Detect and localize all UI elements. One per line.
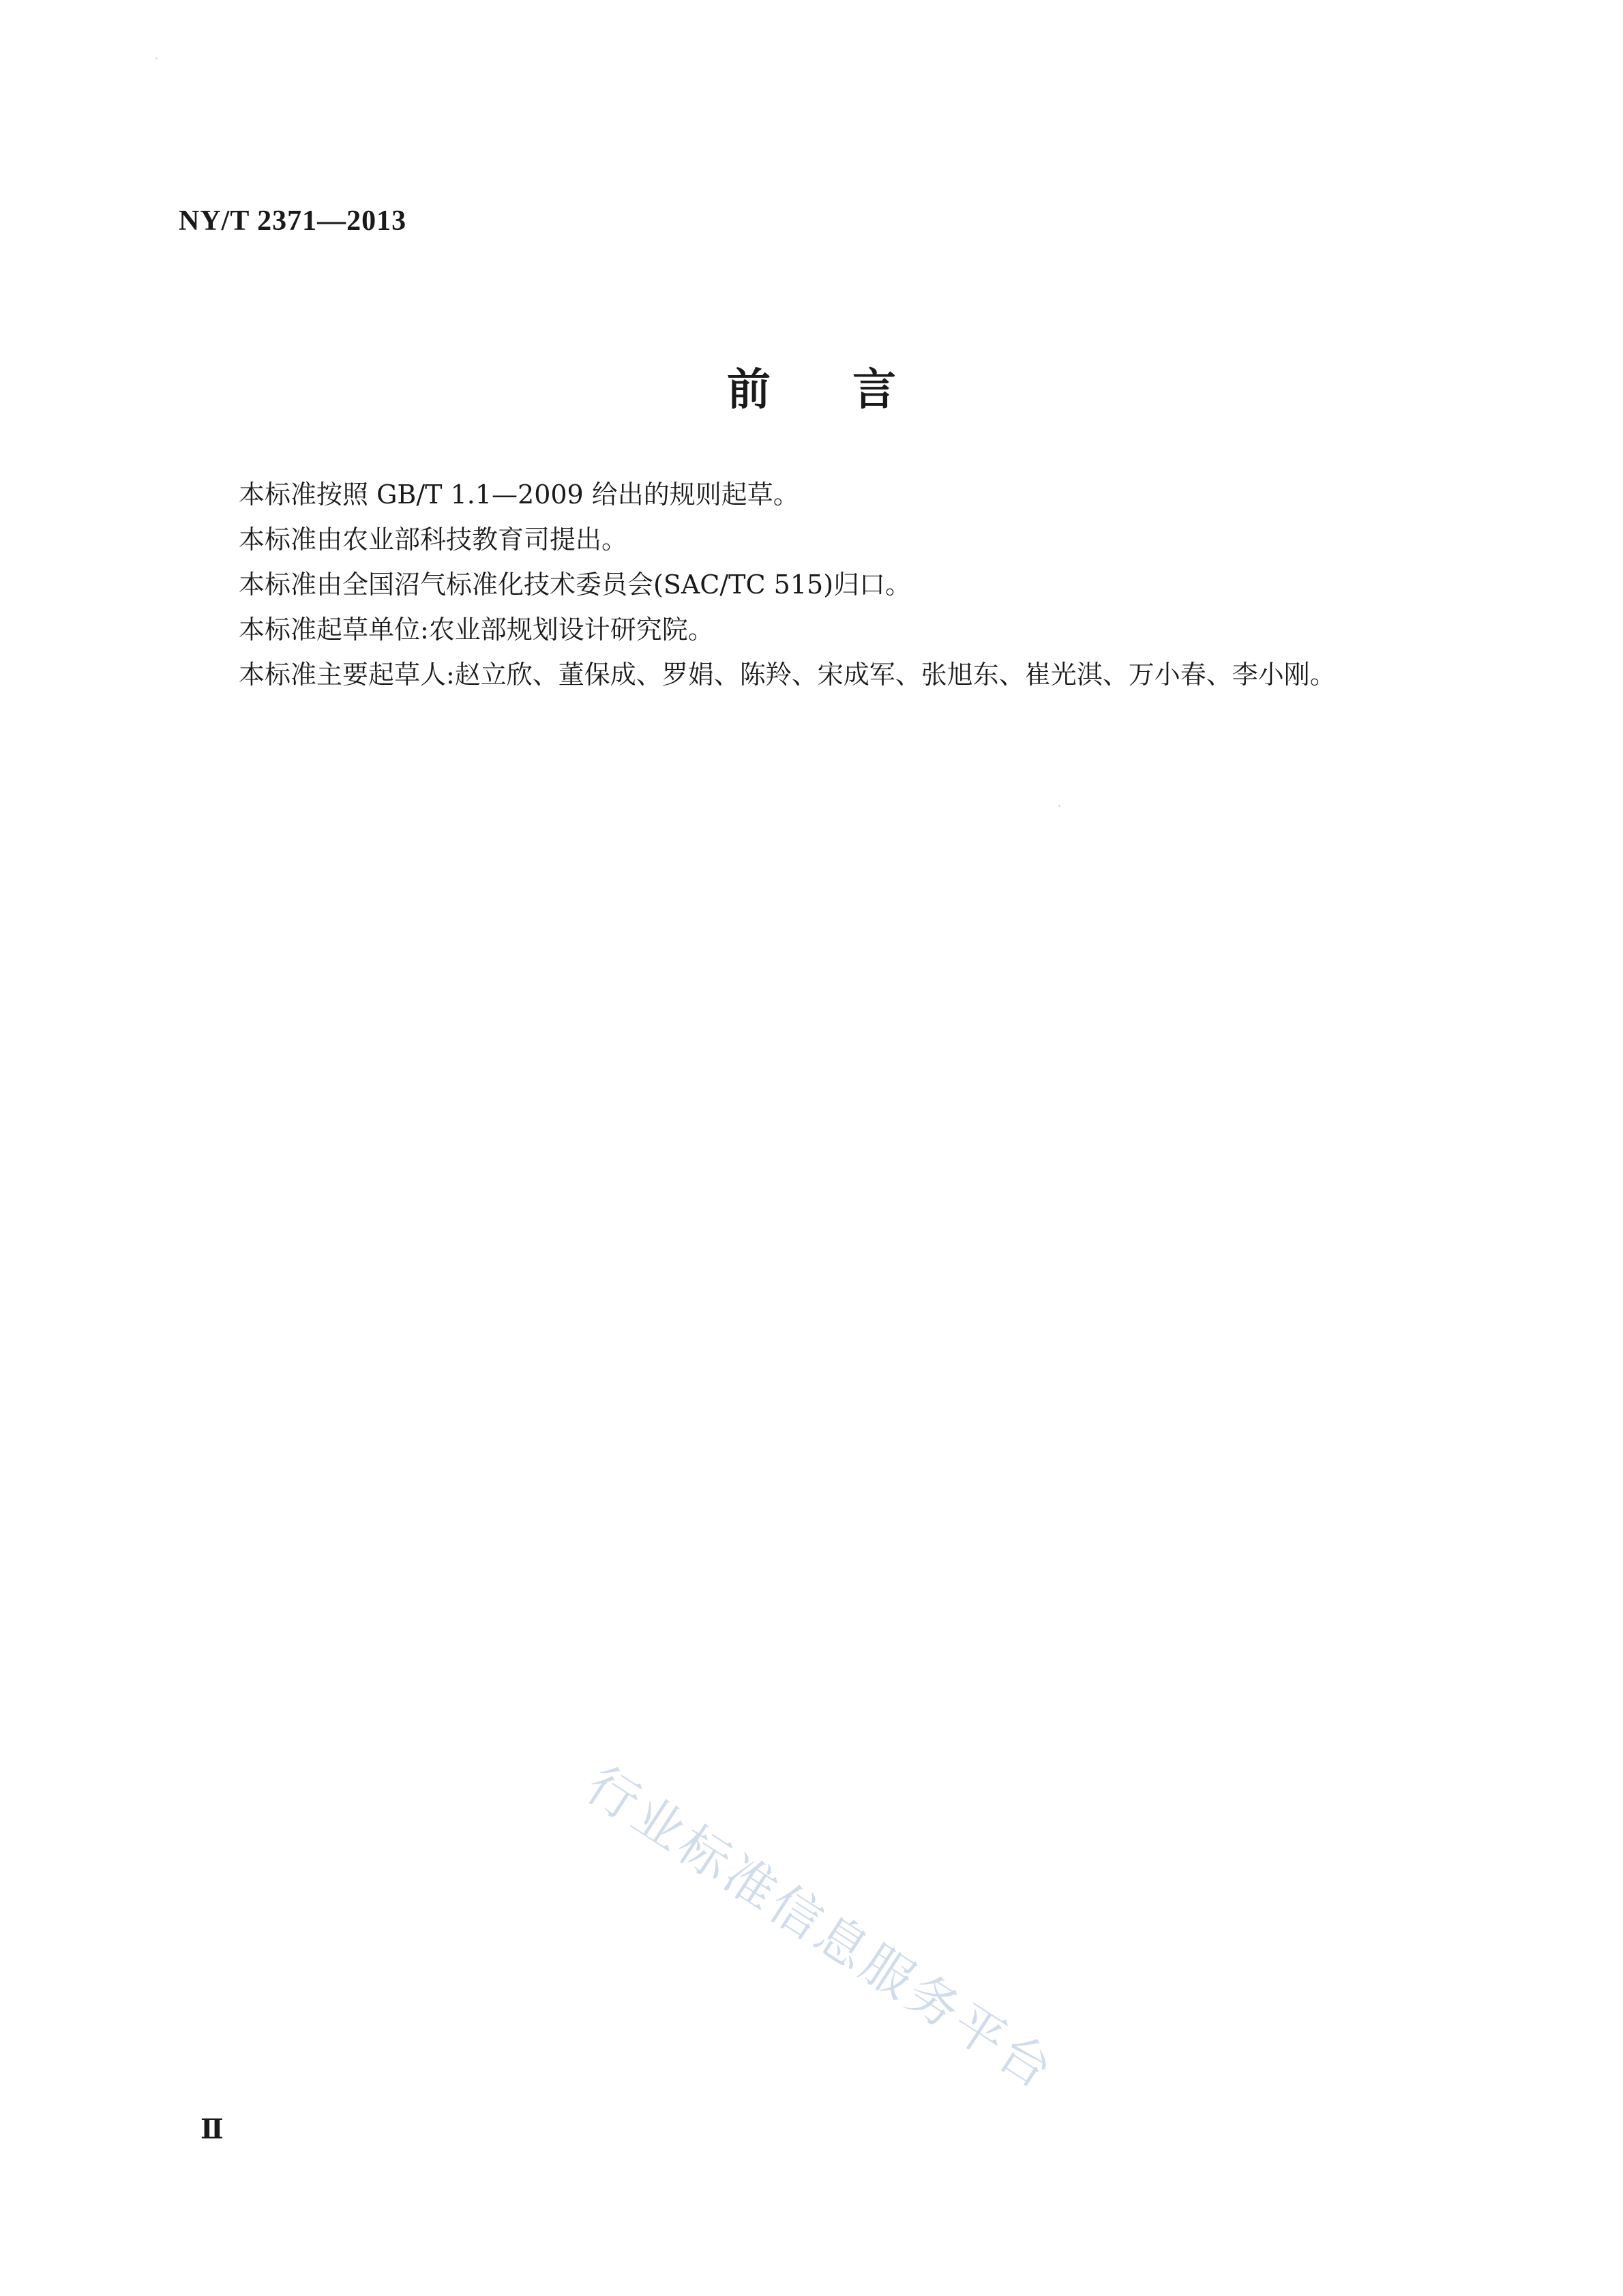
foreword-title: 前言 bbox=[727, 365, 978, 415]
paragraph-proposer: 本标准由农业部科技教育司提出。 bbox=[239, 525, 628, 555]
paragraph-drafters: 本标准主要起草人:赵立欣、董保成、罗娟、陈羚、宋成军、张旭东、崔光淇、万小春、李小刚。 bbox=[239, 660, 1336, 690]
paragraph-committee: 本标准由全国沼气标准化技术委员会(SAC/TC 515)归口。 bbox=[239, 570, 912, 600]
paragraph-drafting-rules: 本标准按照 GB/T 1.1—2009 给出的规则起草。 bbox=[239, 480, 799, 510]
scan-speck bbox=[1058, 805, 1060, 807]
watermark-text: 行业标准信息服务平台 bbox=[576, 1755, 1066, 2102]
document-code: NY/T 2371—2013 bbox=[179, 205, 407, 237]
page-number: Ⅱ bbox=[200, 2114, 224, 2145]
scan-speck bbox=[155, 57, 158, 59]
foreword-body bbox=[239, 472, 1466, 697]
paragraph-drafting-unit: 本标准起草单位:农业部规划设计研究院。 bbox=[239, 615, 714, 645]
